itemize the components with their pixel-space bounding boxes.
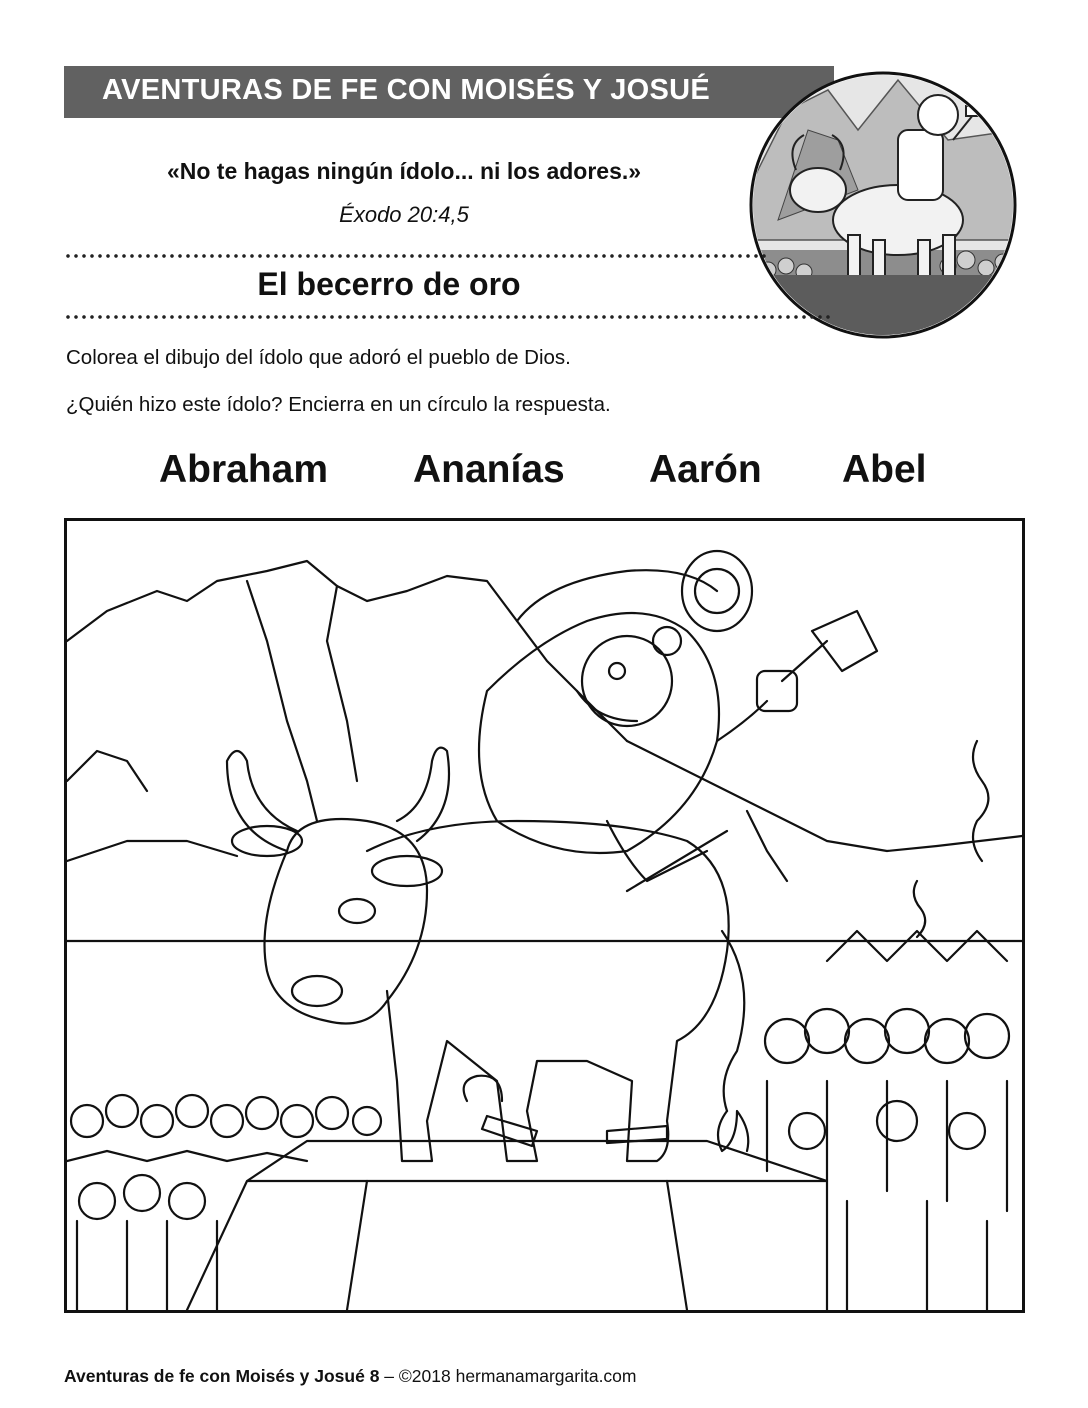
answer-option-ananias[interactable]: Ananías (413, 448, 565, 491)
instruction-color: Colorea el dibujo del ídolo que adoró el pueblo de Dios. (66, 346, 571, 369)
instruction-circle-answer: ¿Quién hizo este ídolo? Encierra en un círculo la respuesta. (66, 393, 611, 416)
lesson-title: El becerro de oro (257, 266, 521, 302)
dotted-divider-bottom (64, 314, 834, 320)
coloring-picture-frame (64, 518, 1025, 1313)
coloring-illustration-golden-calf[interactable] (67, 521, 1022, 1310)
header-bar (64, 66, 834, 118)
memory-verse: «No te hagas ningún ídolo... ni los adores.» (166, 158, 642, 184)
answer-option-abel[interactable]: Abel (842, 448, 927, 491)
verse-reference: Éxodo 20:4,5 (339, 202, 469, 227)
color-preview-medallion (748, 70, 1018, 340)
footer-title: Aventuras de fe con Moisés y Josué 8 (64, 1366, 380, 1386)
answer-options (64, 448, 1024, 498)
footer-credit: – ©2018 hermanamargarita.com (379, 1366, 637, 1386)
answer-option-abraham[interactable]: Abraham (159, 448, 329, 491)
series-title: AVENTURAS DE FE CON MOISÉS Y JOSUÉ (102, 74, 711, 106)
dotted-divider-top (64, 253, 769, 259)
page-footer (64, 1366, 637, 1387)
answer-option-aaron[interactable]: Aarón (649, 448, 762, 491)
